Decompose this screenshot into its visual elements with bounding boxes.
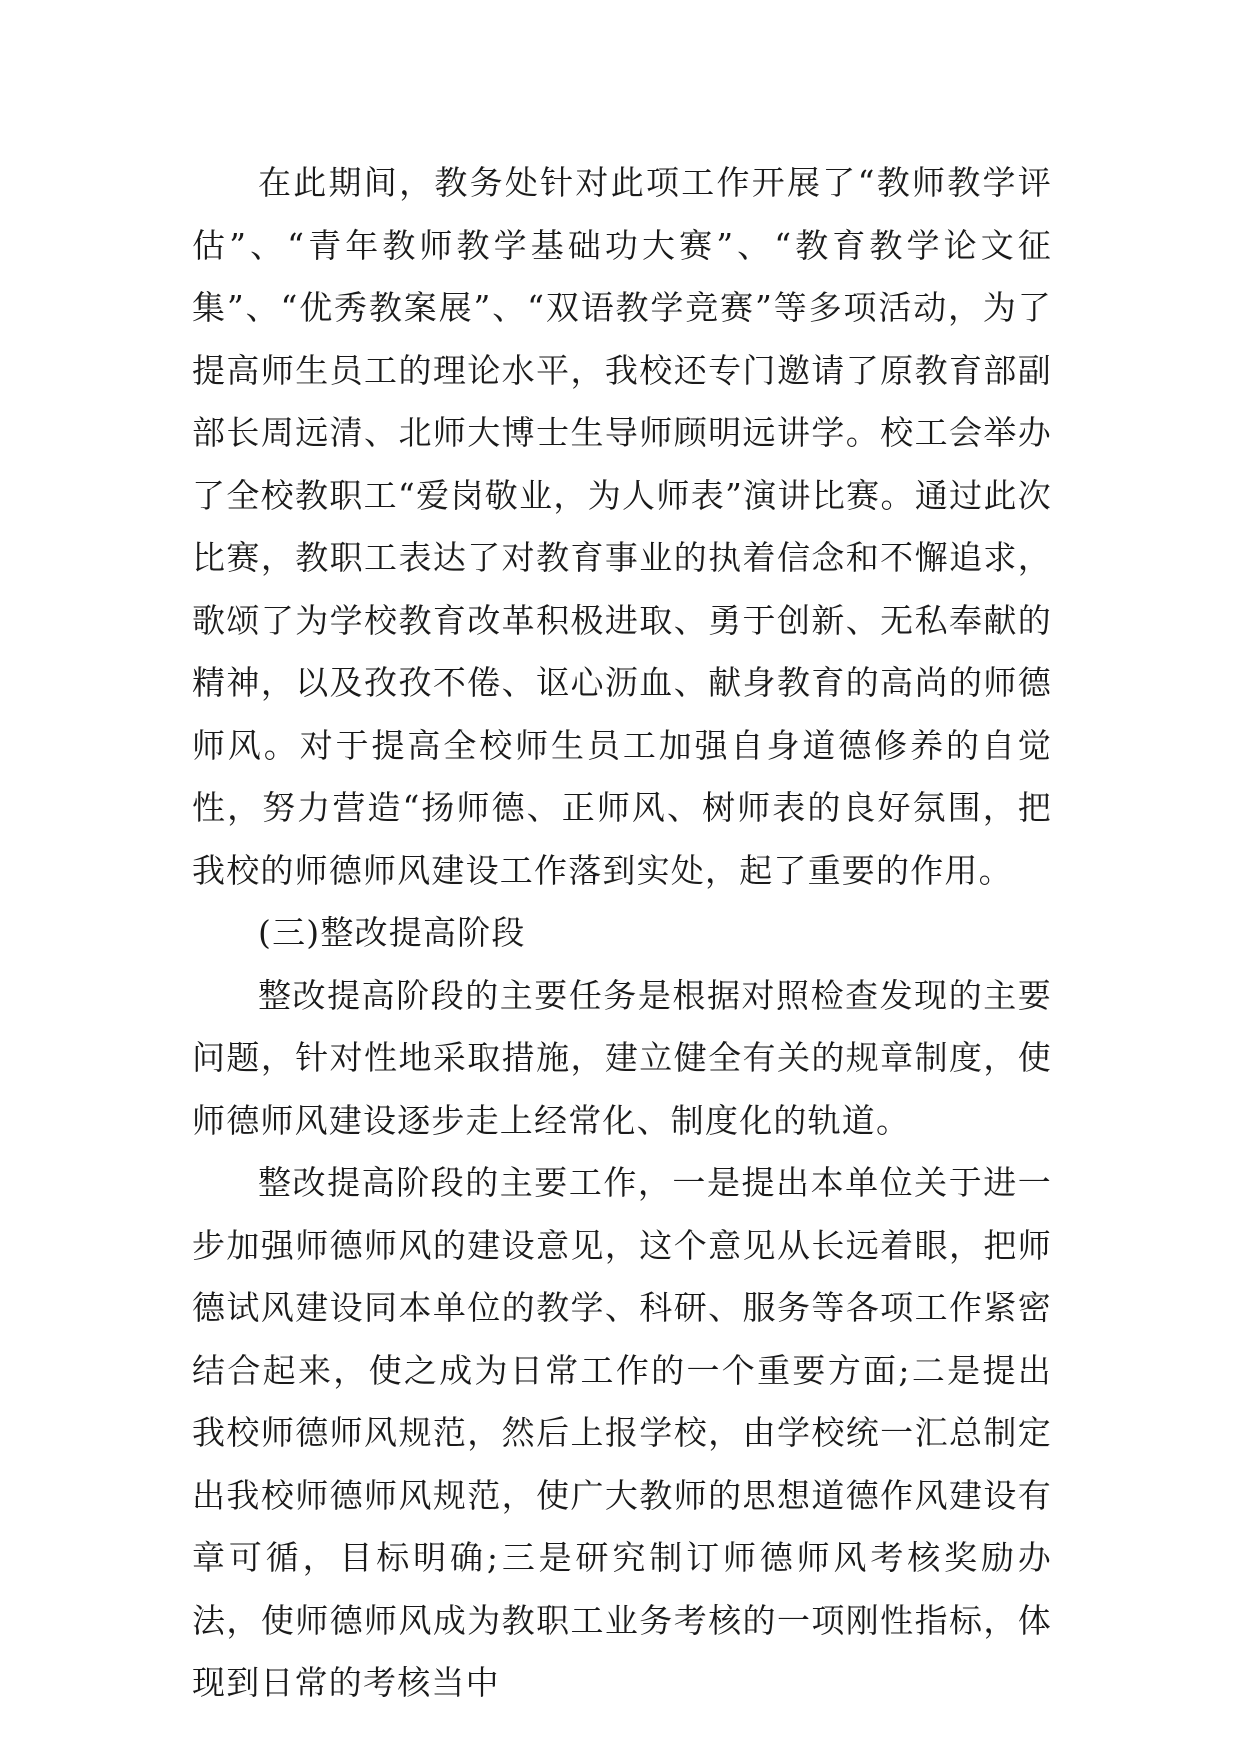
- paragraph-activities: 在此期间，教务处针对此项工作开展了“教师教学评估”、“青年教师教学基础功大赛”、“教育教学论文征集”、“优秀教案展”、“双语教学竞赛”等多项活动，为了提高师生员工的理论水平，我校还专门邀请了原教育部副部长周远清、北师大博士生导师顾明远讲学。校工会举办了全校教职工“爱岗敬业，为人师表”演讲比赛。通过此次比赛，教职工表达了对教育事业的执着信念和不懈追求，歌颂了为学校教育改革积极进取、勇于创新、无私奉献的精神，以及孜孜不倦、讴心沥血、献身教育的高尚的师德师风。对于提高全校师生员工加强自身道德修养的自觉性，努力营造“扬师德、正师风、树师表的良好氛围，把我校的师德师风建设工作落到实处，起了重要的作用。: [192, 163, 1052, 890]
- section-heading-rectification: (三)整改提高阶段: [258, 913, 526, 952]
- paragraph-rectification-work: 整改提高阶段的主要工作，一是提出本单位关于进一步加强师德师风的建设意见，这个意见从长远着眼，把师德试风建设同本单位的教学、科研、服务等各项工作紧密结合起来，使之成为日常工作的一个重要方面;二是提出我校师德师风规范，然后上报学校，由学校统一汇总制定出我校师德师风规范，使广大教师的思想道德作风建设有章可循，目标明确;三是研究制订师德师风考核奖励办法，使师德师风成为教职工业务考核的一项刚性指标，体现到日常的考核当中: [192, 1163, 1052, 1702]
- document-body: [192, 152, 1052, 1715]
- paragraph-rectification-tasks: 整改提高阶段的主要任务是根据对照检查发现的主要问题，针对性地采取措施，建立健全有关的规章制度，使师德师风建设逐步走上经常化、制度化的轨道。: [192, 975, 1052, 1140]
